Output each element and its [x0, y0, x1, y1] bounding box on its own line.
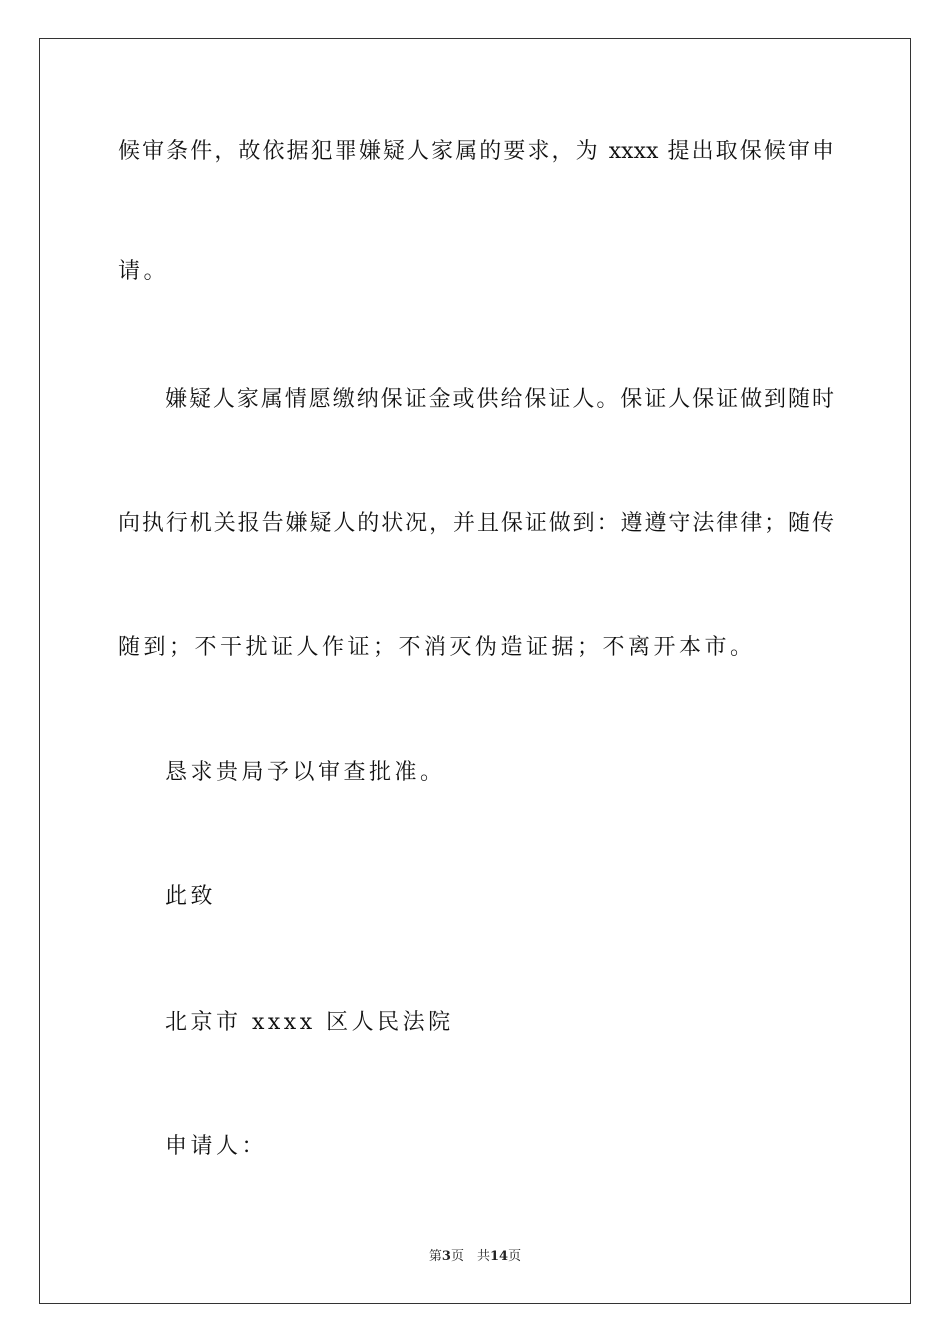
- current-page-number: 3: [441, 1249, 451, 1264]
- recipient: 北京市 xxxx 区人民法院: [165, 1010, 454, 1035]
- total-page-number: 14: [489, 1249, 509, 1264]
- body-text-line: 恳求贵局予以审查批准。: [165, 760, 446, 785]
- footer-suffix: 页: [508, 1249, 522, 1264]
- page-footer: [0, 1248, 950, 1266]
- footer-prefix: 第: [428, 1249, 442, 1264]
- body-text-line: 请。: [118, 259, 170, 284]
- body-text-line: 随到；不干扰证人作证；不消灭伪造证据；不离开本市。: [118, 635, 756, 660]
- applicant-label: 申请人：: [165, 1134, 268, 1159]
- body-text-line: 向执行机关报告嫌疑人的状况，并且保证做到：遵遵守法律律；随传: [118, 511, 834, 536]
- salutation: 此致: [165, 884, 217, 909]
- footer-mid: 页 共: [450, 1249, 490, 1264]
- body-text-line: 候审条件，故依据犯罪嫌疑人家属的要求，为 xxxx 提出取保候审申: [118, 139, 834, 164]
- body-text-line: 嫌疑人家属情愿缴纳保证金或供给保证人。保证人保证做到随时: [165, 387, 834, 412]
- page-border: [39, 38, 911, 1304]
